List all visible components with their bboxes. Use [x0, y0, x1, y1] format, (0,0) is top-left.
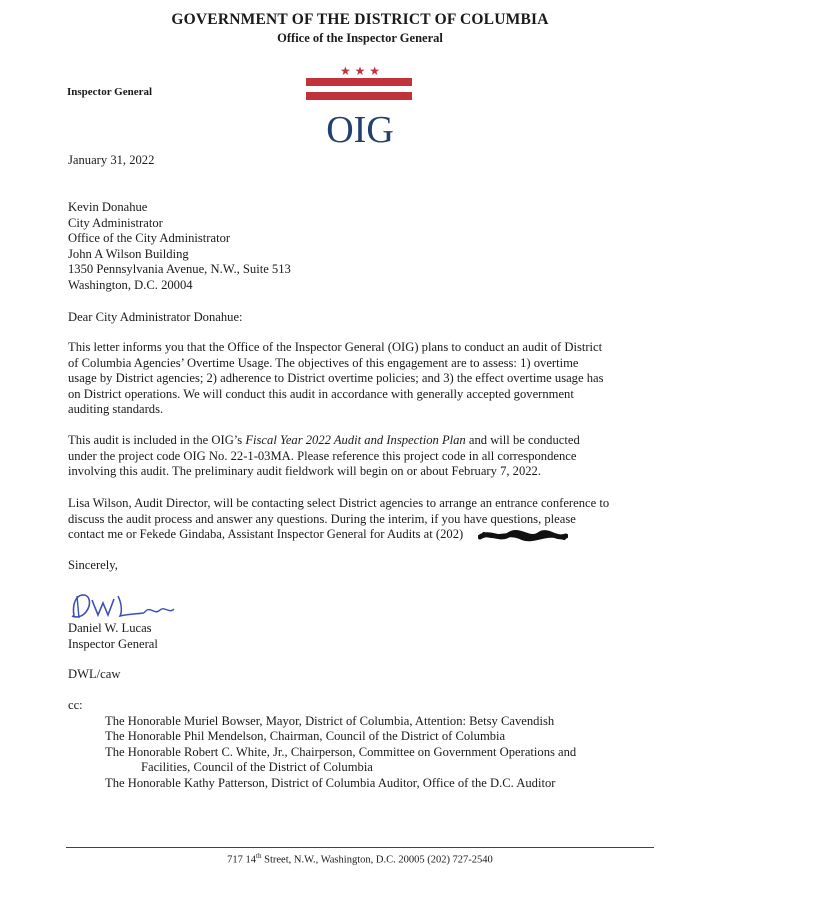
letter-date: January 31, 2022 — [68, 153, 155, 167]
plan-title: Fiscal Year 2022 Audit and Inspection Plan — [245, 433, 466, 447]
logo-stars: ★ ★ ★ — [340, 64, 380, 78]
typist-initials: DWL/caw — [68, 667, 121, 681]
footer-address-sup: th — [256, 852, 262, 860]
cc-item: The Honorable Muriel Bowser, Mayor, District of Columbia, Attention: Betsy Cavendish — [105, 714, 555, 728]
office-heading: Office of the Inspector General — [277, 31, 443, 45]
government-heading: GOVERNMENT OF THE DISTRICT OF COLUMBIA — [171, 11, 549, 28]
paragraph-line: auditing standards. — [68, 402, 164, 417]
recipient-address — [68, 200, 291, 294]
logo-bar-top — [306, 78, 412, 86]
paragraph-line: Lisa Wilson, Audit Director, will be contacting select District agencies to arrange an entrance conference to — [68, 496, 610, 510]
salutation: Dear City Administrator Donahue: — [68, 310, 243, 324]
signer-block — [68, 621, 158, 652]
signer-title: Inspector General — [68, 636, 158, 651]
logo-text: OIG — [326, 109, 394, 150]
paragraph-line: on District operations. We will conduct this audit in accordance with generally accepted government — [68, 386, 574, 401]
paragraph-plan — [68, 433, 668, 480]
paragraph-purpose — [68, 340, 668, 418]
paragraph-contact — [68, 496, 668, 543]
recipient-title: City Administrator — [68, 215, 163, 230]
recipient-city: Washington, D.C. 20004 — [68, 277, 193, 292]
plan-text-before: This audit is included in the OIG’s — [68, 433, 246, 447]
signer-name: Daniel W. Lucas — [68, 621, 152, 635]
handwritten-signature — [66, 590, 178, 624]
cc-item: The Honorable Robert C. White, Jr., Chairperson, Committee on Government Operations and — [105, 745, 577, 759]
paragraph-line: usage by District agencies; 2) adherence to District overtime policies; and 3) the effect overtime usage has — [68, 371, 604, 386]
dc-flag-icon — [305, 62, 415, 150]
cc-item: The Honorable Kathy Patterson, District of Columbia Auditor, Office of the D.C. Auditor — [105, 776, 556, 790]
footer-divider — [66, 847, 654, 848]
recipient-office: Office of the City Administrator — [68, 231, 231, 246]
cc-item: The Honorable Phil Mendelson, Chairman, Council of the District of Columbia — [105, 729, 506, 743]
logo-bar-bottom — [306, 92, 412, 100]
recipient-name: Kevin Donahue — [68, 200, 148, 214]
recipient-building: John A Wilson Building — [68, 246, 189, 261]
cc-label: cc: — [68, 698, 83, 712]
paragraph-line: under the project code OIG No. 22-1-03MA. Please reference this project code in all correspondence — [68, 448, 577, 463]
paragraph-line: involving this audit. The preliminary audit fieldwork will begin on or about February 7, 2022. — [68, 464, 542, 479]
paragraph-line: discuss the audit process and answer any questions. During the interim, if you have questions, please — [68, 511, 576, 526]
footer-address-end: Street, N.W., Washington, D.C. 20005 (202) 727-2540 — [261, 854, 493, 866]
footer-address-start: 717 14 — [227, 854, 257, 866]
plan-text-after: and will be conducted — [465, 433, 580, 447]
paragraph-line: of Columbia Agencies’ Overtime Usage. The objectives of this engagement are to assess: 1) overtime — [68, 355, 579, 370]
redaction-mark — [478, 528, 568, 544]
paragraph-line — [68, 433, 668, 449]
inspector-general-label: Inspector General — [67, 86, 153, 98]
paragraph-line: This letter informs you that the Office of the Inspector General (OIG) plans to conduct an audit of District — [68, 340, 603, 354]
recipient-street: 1350 Pennsylvania Avenue, N.W., Suite 513 — [68, 262, 291, 277]
closing: Sincerely, — [68, 558, 118, 572]
oig-logo — [305, 62, 415, 150]
paragraph-line: contact me or Fekede Gindaba, Assistant Inspector General for Audits at (202) — [68, 527, 464, 542]
cc-item-continued: Facilities, Council of the District of Columbia — [141, 760, 373, 774]
footer-address — [66, 852, 654, 866]
